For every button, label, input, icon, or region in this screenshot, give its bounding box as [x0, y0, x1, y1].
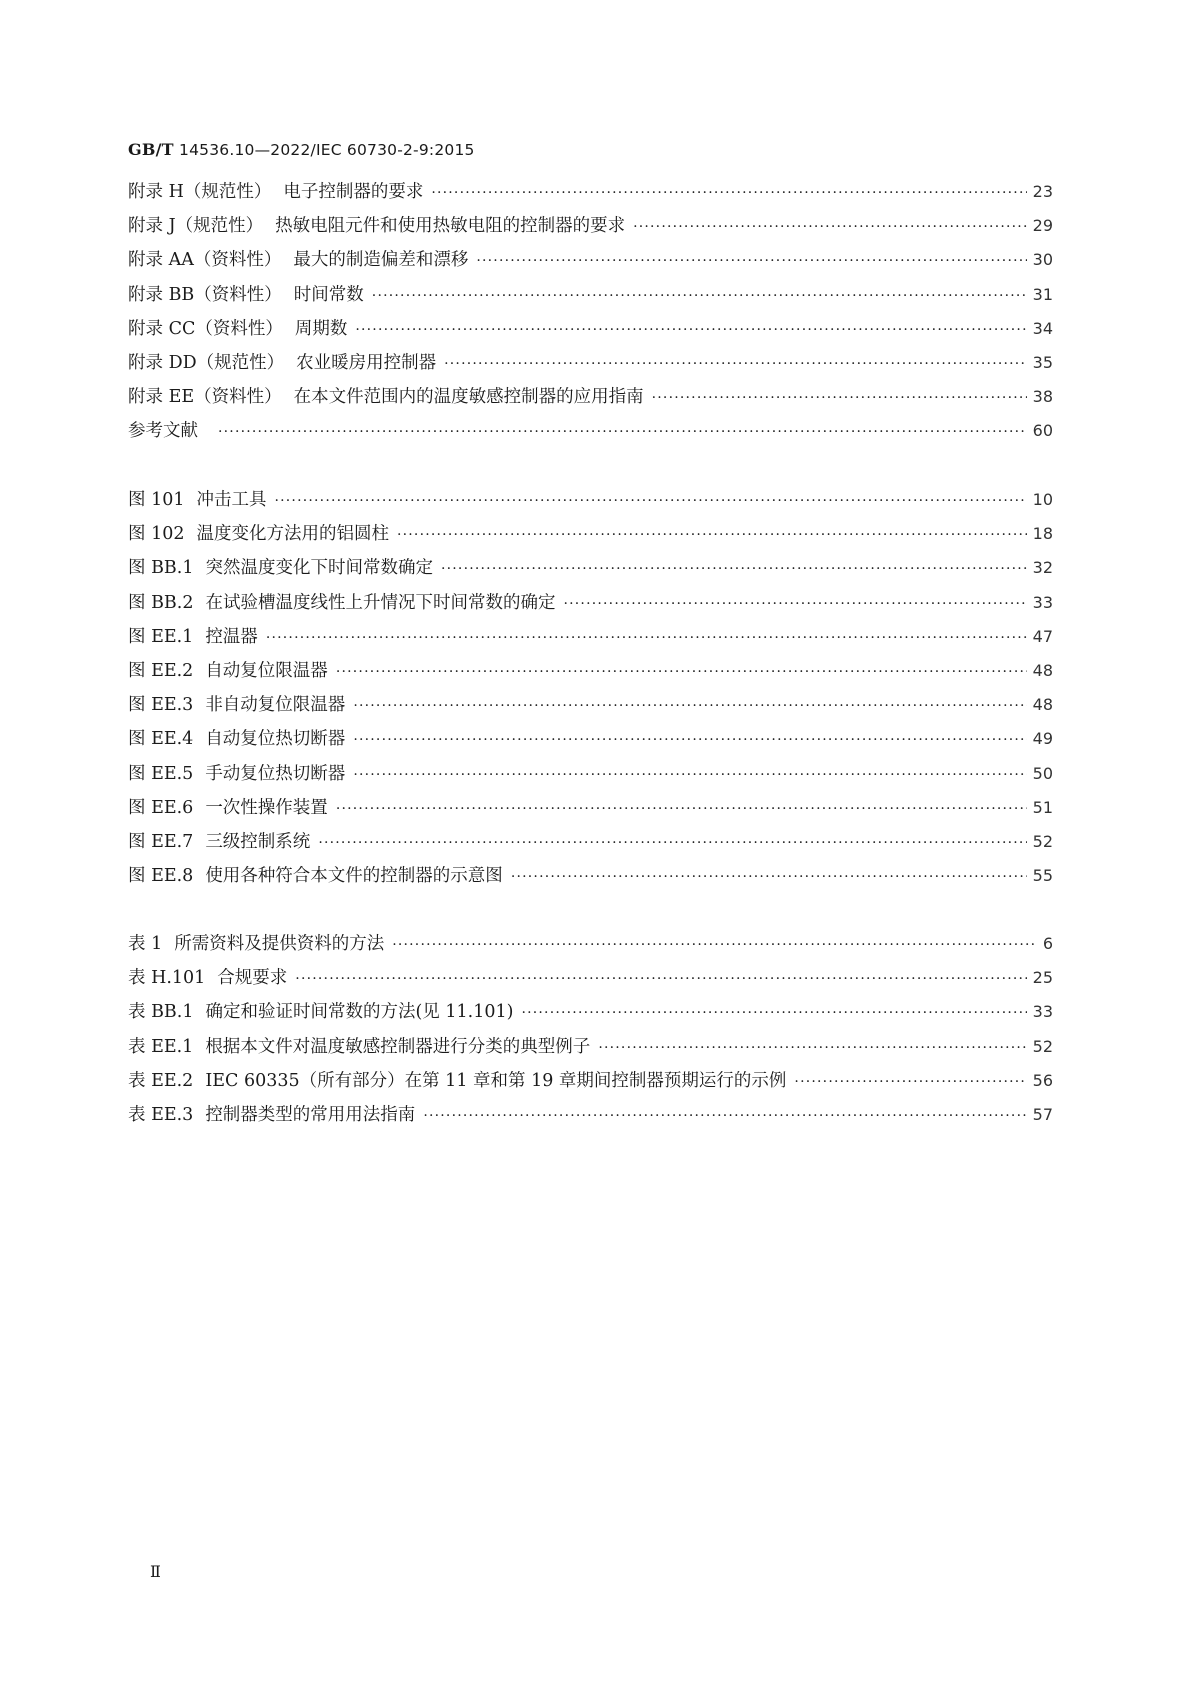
standard-number: 14536.10—2022/IEC 60730-2-9:2015: [179, 141, 475, 159]
toc-entry-label: 表 H.101: [128, 968, 206, 989]
toc-entry-title: 热敏电阻元件和使用热敏电阻的控制器的要求: [275, 216, 626, 237]
toc-entry-page: 33: [1032, 592, 1053, 612]
toc-entry-page: 34: [1032, 318, 1053, 338]
toc-entry-label: 图 EE.7: [128, 832, 194, 852]
toc-entry-appendix[interactable]: [128, 315, 1053, 345]
toc-entry-page: 48: [1032, 695, 1053, 715]
toc-leader-dots: [336, 801, 1027, 817]
toc-leader-dots: [441, 561, 1027, 577]
toc-entry-title: 电子控制器的要求: [283, 182, 424, 202]
toc-entry-label: 图 EE.2: [128, 661, 194, 681]
toc-entry-page: 38: [1032, 387, 1053, 407]
toc-entry-page: 60: [1032, 421, 1053, 441]
toc-entry-title: 在本文件范围内的温度敏感控制器的应用指南: [293, 387, 644, 408]
toc-entry-table[interactable]: [128, 1067, 1053, 1097]
toc-entry-appendix[interactable]: [128, 178, 1053, 208]
toc-entry-figure[interactable]: [128, 760, 1053, 790]
toc-entry-label: 附录 AA（资料性）: [128, 250, 282, 271]
toc-entry-title: 一次性操作装置: [205, 797, 328, 818]
toc-leader-dots: [353, 698, 1026, 714]
toc-entry-appendix[interactable]: [128, 349, 1053, 379]
toc-entry-title: 手动复位热切断器: [205, 763, 346, 784]
toc-entry-title: 所需资料及提供资料的方法: [174, 934, 385, 954]
toc-entry-title: 合规要求: [217, 968, 288, 989]
toc-entry-page: 56: [1032, 1070, 1053, 1090]
toc-entry-title: 控制器类型的常用用法指南: [205, 1105, 416, 1125]
toc-entry-label: 图 BB.1: [128, 558, 194, 579]
toc-entry-table[interactable]: [128, 1101, 1053, 1131]
toc-entry-page: 55: [1032, 866, 1053, 886]
toc-entry-page: 48: [1032, 661, 1053, 680]
toc-entry-title: 自动复位限温器: [205, 661, 328, 681]
toc-entry-title: 非自动复位限温器: [205, 695, 346, 716]
toc-leader-dots: [444, 356, 1027, 372]
toc-leader-dots: [274, 493, 1026, 509]
toc-entry-figure[interactable]: [128, 554, 1053, 584]
toc-leader-dots: [372, 288, 1027, 304]
toc-entry-figure[interactable]: [128, 486, 1053, 516]
toc-entry-label: 附录 J（规范性）: [128, 216, 264, 237]
toc-entry-figure[interactable]: [128, 862, 1053, 892]
toc-entry-label: 附录 H（规范性）: [128, 182, 272, 202]
toc-entry-label: 图 EE.5: [128, 763, 194, 784]
toc-entry-label: 图 EE.3: [128, 695, 194, 716]
toc-leader-dots: [423, 1108, 1026, 1124]
toc-leader-dots: [353, 732, 1026, 748]
toc-leader-dots: [355, 322, 1026, 338]
toc-entry-page: 51: [1032, 797, 1053, 817]
toc-leader-dots: [633, 219, 1027, 235]
toc-entry-label: 图 EE.4: [128, 729, 194, 750]
toc-entry-title: 在试验槽温度线性上升情况下时间常数的确定: [205, 592, 556, 613]
toc-entry-page: 6: [1042, 934, 1053, 953]
toc-entry-figure[interactable]: [128, 725, 1053, 755]
toc-entry-page: 50: [1032, 763, 1053, 783]
toc-entry-title: 三级控制系统: [205, 832, 311, 852]
toc-entry-page: 57: [1032, 1105, 1053, 1124]
toc-entry-table[interactable]: [128, 930, 1053, 960]
toc-leader-dots: [511, 869, 1027, 885]
toc-entry-label: 图 102: [128, 524, 185, 545]
toc-entry-page: 25: [1032, 968, 1053, 988]
toc-entry-appendix[interactable]: [128, 383, 1053, 413]
toc-entry-table[interactable]: [128, 1033, 1053, 1063]
toc-entry-page: 32: [1032, 558, 1053, 578]
toc-entry-label: 图 EE.1: [128, 626, 194, 647]
toc-leader-dots: [431, 185, 1026, 201]
toc-entry-label: 表 BB.1: [128, 1002, 194, 1023]
page-number: Ⅱ: [150, 1562, 161, 1581]
toc-entry-title: 温度变化方法用的铝圆柱: [196, 524, 389, 545]
toc-leader-dots: [392, 937, 1037, 953]
toc-entry-appendix[interactable]: [128, 417, 1053, 447]
toc-entry-title: 最大的制造偏差和漂移: [293, 250, 469, 271]
toc-entry-label: 表 EE.2: [128, 1070, 194, 1091]
toc-entry-figure[interactable]: [128, 623, 1053, 653]
toc-entry-figure[interactable]: [128, 828, 1053, 858]
toc-entry-label: 附录 BB（资料性）: [128, 284, 282, 305]
toc-entry-page: 18: [1032, 524, 1053, 544]
toc-entry-title: 周期数: [294, 318, 348, 339]
toc-entry-label: 表 EE.1: [128, 1036, 194, 1057]
toc-entry-title: 根据本文件对温度敏感控制器进行分类的典型例子: [205, 1036, 591, 1057]
toc-entry-title: 控温器: [205, 626, 258, 647]
toc-entry-appendix[interactable]: [128, 212, 1053, 242]
toc-entry-page: 30: [1032, 250, 1053, 270]
toc-entry-page: 29: [1032, 216, 1053, 236]
toc-leader-dots: [476, 253, 1026, 269]
toc-leader-dots: [794, 1074, 1026, 1090]
toc-entry-page: 33: [1032, 1002, 1053, 1022]
toc-entry-title: 确定和验证时间常数的方法(见 11.101): [205, 1002, 514, 1023]
toc-leader-dots: [598, 1040, 1026, 1056]
toc-entry-label: 附录 CC（资料性）: [128, 318, 283, 339]
toc-entry-figure[interactable]: [128, 520, 1053, 550]
toc-entry-page: 10: [1032, 490, 1053, 509]
toc-entry-label: 参考文献: [128, 421, 198, 442]
toc-entry-title: 使用各种符合本文件的控制器的示意图: [205, 866, 503, 887]
toc-entry-title: 自动复位热切断器: [205, 729, 346, 750]
standard-code: GB/T: [128, 140, 174, 159]
toc-leader-dots: [218, 424, 1027, 440]
toc-entry-page: 35: [1032, 353, 1053, 372]
toc-entry-label: 图 EE.8: [128, 866, 194, 887]
toc-entry-title: 农业暖房用控制器: [296, 353, 437, 373]
toc-leader-dots: [318, 835, 1026, 851]
toc-entry-label: 附录 DD（规范性）: [128, 353, 285, 373]
toc-leader-dots: [295, 971, 1026, 987]
toc-leader-dots: [266, 630, 1027, 646]
toc-entry-label: 图 EE.6: [128, 797, 194, 818]
toc-entry-title: IEC 60335（所有部分）在第 11 章和第 19 章期间控制器预期运行的示例: [205, 1070, 787, 1091]
toc-entry-appendix[interactable]: [128, 281, 1053, 311]
toc-leader-dots: [353, 767, 1026, 783]
toc-entry-figure[interactable]: [128, 794, 1053, 824]
toc-entry-label: 图 BB.2: [128, 592, 194, 613]
toc-leader-dots: [521, 1005, 1026, 1021]
toc-entry-label: 图 101: [128, 490, 185, 510]
toc-leader-dots: [652, 390, 1027, 406]
toc-leader-dots: [336, 664, 1027, 680]
toc-entry-title: 突然温度变化下时间常数确定: [205, 558, 433, 579]
toc-entry-table[interactable]: [128, 998, 1053, 1028]
toc-entry-label: 附录 EE（资料性）: [128, 387, 282, 408]
document-header: [128, 140, 475, 159]
toc-entry-title: 时间常数: [293, 284, 364, 305]
toc-entry-page: 49: [1032, 729, 1053, 749]
toc-entry-page: 52: [1032, 1036, 1053, 1056]
toc-leader-dots: [563, 596, 1026, 612]
toc-entry-appendix[interactable]: [128, 246, 1053, 276]
toc-entry-figure[interactable]: [128, 691, 1053, 721]
toc-entry-page: 52: [1032, 832, 1053, 851]
toc-leader-dots: [397, 527, 1027, 543]
toc-entry-figure[interactable]: [128, 589, 1053, 619]
toc-entry-figure[interactable]: [128, 657, 1053, 687]
toc-entry-title: 冲击工具: [196, 490, 267, 510]
toc-entry-label: 表 1: [128, 934, 163, 954]
toc-entry-page: 31: [1032, 284, 1053, 304]
toc-entry-label: 表 EE.3: [128, 1105, 194, 1125]
toc-entry-page: 47: [1032, 626, 1053, 646]
toc-entry-page: 23: [1032, 182, 1053, 201]
toc-entry-table[interactable]: [128, 964, 1053, 994]
